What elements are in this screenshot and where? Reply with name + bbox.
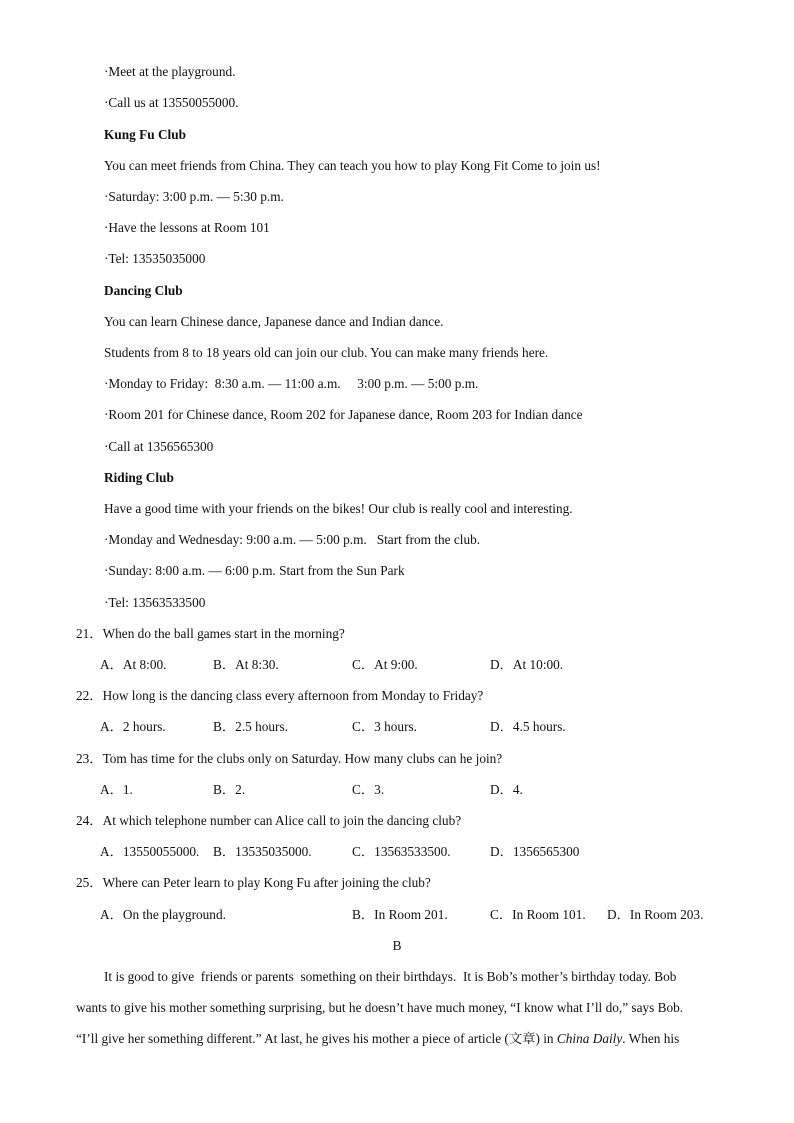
riding-tel: ·Tel: 13563533500 <box>104 595 206 610</box>
dancing-club-title: Dancing Club <box>104 283 183 298</box>
option-25-c: C．In Room 101. <box>490 907 586 922</box>
option-25-d: D．In Room 203. <box>607 907 704 922</box>
option-24-d: D．1356565300 <box>490 844 580 859</box>
kungfu-club-title: Kung Fu Club <box>104 127 187 142</box>
option-24-a: A．13550055000. <box>100 844 200 859</box>
call-line: ·Call us at 13550055000. <box>104 95 239 110</box>
option-21-b: B．At 8:30. <box>213 657 279 672</box>
option-25-a: A．On the playground. <box>100 907 226 922</box>
kungfu-tel: ·Tel: 13535035000 <box>104 251 206 266</box>
riding-intro: Have a good time with your friends on the bikes! Our club is really cool and interesting. <box>104 501 573 516</box>
option-25-b: B．In Room 201. <box>352 907 448 922</box>
question-22: 22．How long is the dancing class every afternoon from Monday to Friday? <box>76 688 484 703</box>
dancing-call: ·Call at 1356565300 <box>104 439 214 454</box>
section-b-line-2: wants to give his mother something surprising, but he doesn’t have much money, “I know what I’ll do,” says Bob. <box>76 1000 684 1015</box>
dancing-rooms: ·Room 201 for Chinese dance, Room 202 for Japanese dance, Room 203 for Indian dance <box>104 407 583 422</box>
option-22-c: C．3 hours. <box>352 719 418 734</box>
question-25: 25．Where can Peter learn to play Kong Fu after joining the club? <box>76 875 431 890</box>
section-b-label: B <box>392 938 402 953</box>
dancing-time: ·Monday to Friday: 8:30 a.m. — 11:00 a.m. 3:00 p.m. — 5:00 p.m. <box>104 376 479 391</box>
section-b-line-3-start: “I’ll give her something different.” At last, he gives his mother a piece of article (文章) in <box>76 1031 557 1046</box>
option-22-d: D．4.5 hours. <box>490 719 566 734</box>
option-23-d: D．4. <box>490 782 523 797</box>
dancing-intro-2: Students from 8 to 18 years old can join our club. You can make many friends here. <box>104 345 549 360</box>
option-23-a: A．1. <box>100 782 133 797</box>
option-21-d: D．At 10:00. <box>490 657 564 672</box>
question-23: 23．Tom has time for the clubs only on Saturday. How many clubs can he join? <box>76 751 503 766</box>
section-b-line-3-end: . When his <box>622 1031 680 1046</box>
kungfu-time: ·Saturday: 3:00 p.m. — 5:30 p.m. <box>104 189 284 204</box>
riding-sunday: ·Sunday: 8:00 a.m. — 6:00 p.m. Start from the Sun Park <box>104 563 405 578</box>
option-23-b: B．2. <box>213 782 246 797</box>
option-21-a: A．At 8:00. <box>100 657 167 672</box>
option-22-b: B．2.5 hours. <box>213 719 288 734</box>
option-24-c: C．13563533500. <box>352 844 451 859</box>
option-24-b: B．13535035000. <box>213 844 312 859</box>
section-b-line-3 <box>76 1031 679 1047</box>
riding-weekday: ·Monday and Wednesday: 9:00 a.m. — 5:00 p.m. Start from the club. <box>104 532 481 547</box>
question-21: 21．When do the ball games start in the morning? <box>76 626 345 641</box>
section-b-line-1: It is good to give friends or parents something on their birthdays. It is Bob’s mother’s birthday today. Bob <box>104 969 677 984</box>
meet-line: ·Meet at the playground. <box>104 64 236 79</box>
question-24: 24．At which telephone number can Alice call to join the dancing club? <box>76 813 462 828</box>
option-23-c: C．3. <box>352 782 385 797</box>
dancing-intro-1: You can learn Chinese dance, Japanese dance and Indian dance. <box>104 314 444 329</box>
option-22-a: A．2 hours. <box>100 719 166 734</box>
kungfu-room: ·Have the lessons at Room 101 <box>104 220 270 235</box>
option-21-c: C．At 9:00. <box>352 657 418 672</box>
china-daily-title: China Daily <box>556 1031 623 1046</box>
kungfu-intro: You can meet friends from China. They can teach you how to play Kong Fit Come to join us! <box>104 158 601 173</box>
riding-club-title: Riding Club <box>104 470 174 485</box>
